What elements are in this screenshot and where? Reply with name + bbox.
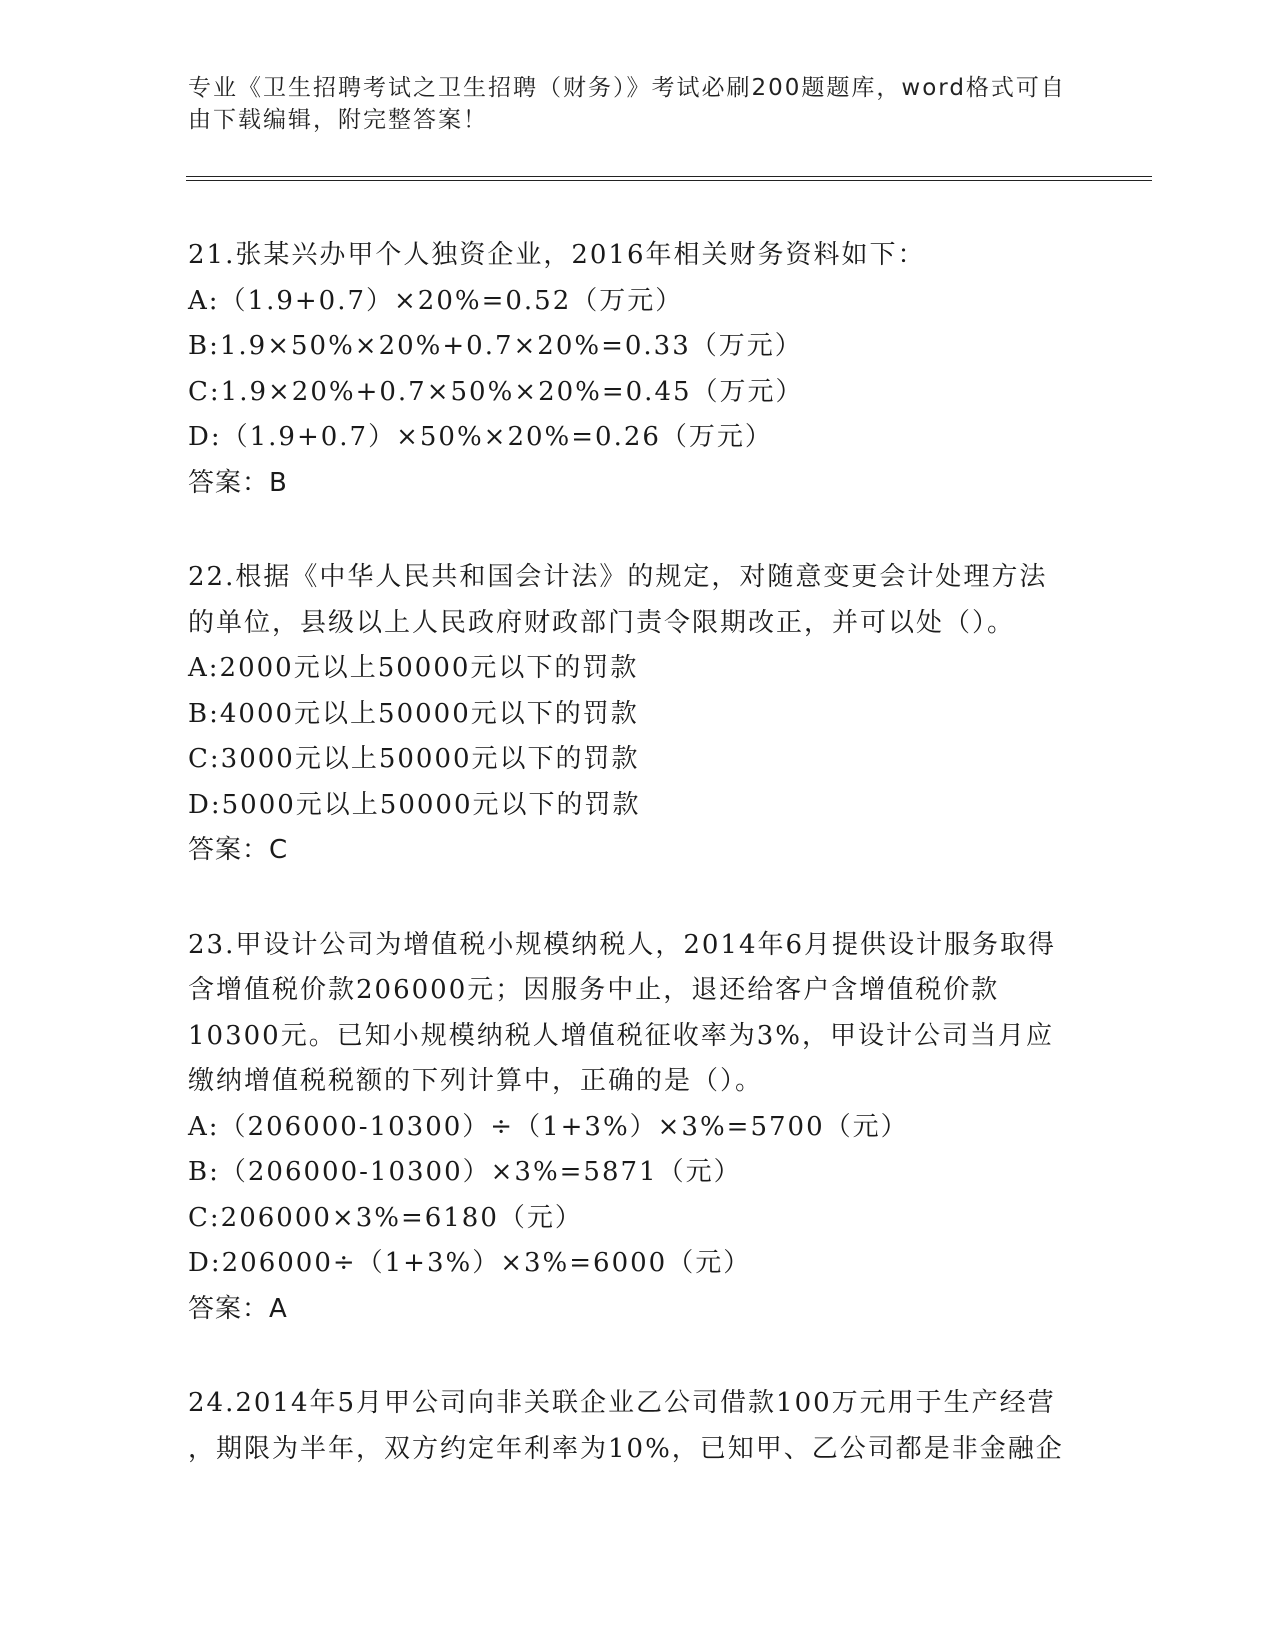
option-d: D:（1.9+0.7）×50%×20%=0.26（万元） xyxy=(188,422,773,452)
option-c: C:206000×3%=6180（元） xyxy=(188,1202,583,1233)
answer: 答案：C xyxy=(188,835,289,865)
question-stem: 24.2014年5月甲公司向非关联企业乙公司借款100万元用于生产经营 xyxy=(188,1388,1056,1418)
document-header xyxy=(188,72,1068,136)
option-c: C:1.9×20%+0.7×50%×20%=0.45（万元） xyxy=(188,376,804,407)
option-d: D:5000元以上50000元以下的罚款 xyxy=(188,789,641,820)
option-b: B:4000元以上50000元以下的罚款 xyxy=(188,698,639,729)
answer: 答案：A xyxy=(188,1293,288,1324)
question-stem: 21.张某兴办甲个人独资企业，2016年相关财务资料如下： xyxy=(188,240,926,270)
header-divider xyxy=(186,176,1152,181)
question-22 xyxy=(188,555,1088,874)
option-a: A:（1.9+0.7）×20%=0.52（万元） xyxy=(188,285,684,316)
question-stem: ，期限为半年，双方约定年利率为10%，已知甲、乙公司都是非金融企 xyxy=(188,1433,1064,1464)
option-a: A:2000元以上50000元以下的罚款 xyxy=(188,653,639,683)
question-list xyxy=(188,233,1088,1521)
question-stem: 的单位，县级以上人民政府财政部门责令限期改正，并可以处（）。 xyxy=(188,607,1016,638)
option-a: A:（206000-10300）÷（1+3%）×3%=5700（元） xyxy=(188,1111,909,1142)
header-line-1: 专业《卫生招聘考试之卫生招聘（财务）》考试必刷200题题库，word格式可自 xyxy=(188,75,1066,101)
option-c: C:3000元以上50000元以下的罚款 xyxy=(188,744,640,774)
option-b: B:（206000-10300）×3%=5871（元） xyxy=(188,1157,742,1187)
question-24 xyxy=(188,1381,1088,1472)
question-21 xyxy=(188,233,1088,506)
question-stem: 22.根据《中华人民共和国会计法》的规定，对随意变更会计处理方法 xyxy=(188,562,1048,592)
question-stem: 缴纳增值税税额的下列计算中，正确的是（）。 xyxy=(188,1066,764,1096)
option-b: B:1.9×50%×20%+0.7×20%=0.33（万元） xyxy=(188,331,803,361)
question-stem: 含增值税价款206000元；因服务中止，退还给客户含增值税价款 xyxy=(188,975,1000,1005)
question-stem: 23.甲设计公司为增值税小规模纳税人，2014年6月提供设计服务取得 xyxy=(188,929,1057,960)
answer: 答案：B xyxy=(188,467,288,498)
option-d: D:206000÷（1+3%）×3%=6000（元） xyxy=(188,1248,752,1278)
question-23 xyxy=(188,923,1088,1333)
question-stem: 10300元。已知小规模纳税人增值税征收率为3%，甲设计公司当月应 xyxy=(188,1020,1054,1051)
header-line-2: 由下载编辑，附完整答案！ xyxy=(188,107,488,133)
